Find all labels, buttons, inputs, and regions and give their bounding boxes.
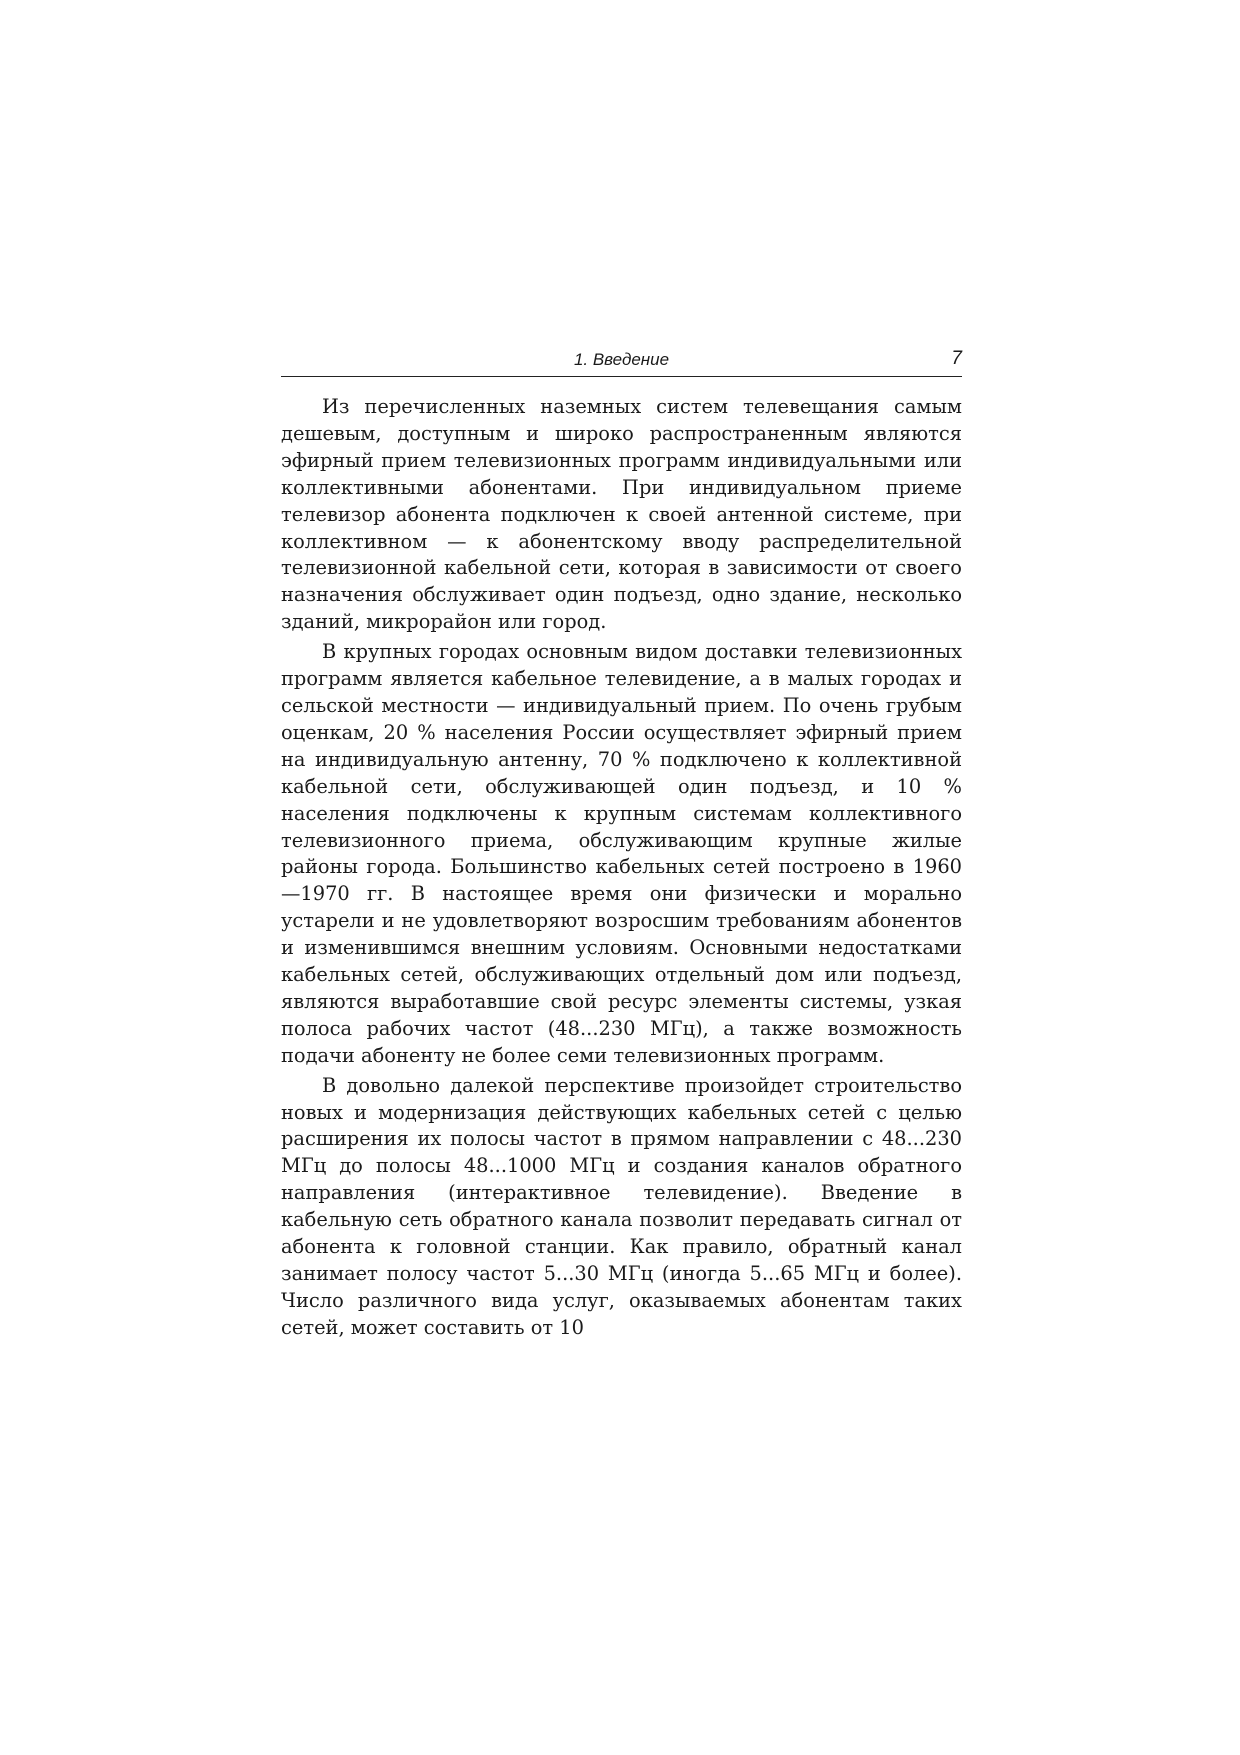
- body-text: [281, 394, 962, 1342]
- page-number: 7: [951, 348, 962, 369]
- chapter-title: 1. Введение: [573, 350, 670, 369]
- running-header: [281, 346, 962, 377]
- paragraph: Из перечисленных наземных систем телевещания самым дешевым, доступным и широко распространенным являются эфирный прием телевизионных программ индивидуальными или коллективными абонентами. При индивидуальном приеме телевизор абонента подключен к своей антенной системе, при коллективном — к абонентскому вводу распределительной телевизионной кабельной сети, которая в зависимости от своего назначения обслуживает один подъезд, одно здание, несколько зданий, микрорайон или город.: [281, 395, 962, 634]
- book-page: [281, 346, 962, 1342]
- paragraph: В довольно далекой перспективе произойдет строительство новых и модернизация действующих кабельных сетей с целью расширения их полосы частот в прямом направлении с 48...230 МГц до полосы 48...1000 МГц и создания каналов обратного направления (интерактивное телевидение). Введение в кабельную сеть обратного канала позволит передавать сигнал от абонента к головной станции. Как правило, обратный канал занимает полосу частот 5...30 МГц (иногда 5...65 МГц и более). Число различного вида услуг, оказываемых абонентам таких сетей, может составить от 10: [281, 1073, 962, 1339]
- paragraph: В крупных городах основным видом доставки телевизионных программ является кабельное телевидение, а в малых городах и сельской местности — индивидуальный прием. По очень грубым оценкам, 20 % населения России осуществляет эфирный прием на индивидуальную антенну, 70 % подключено к коллективной кабельной сети, обслуживающей один подъезд, и 10 % населения подключены к крупным системам коллективного телевизионного приема, обслуживающим крупные жилые районы города. Большинство кабельных сетей построено в 1960—1970 гг. В настоящее время они физически и морально устарели и не удовлетворяют возросшим требованиям абонентов и изменившимся внешним условиям. Основными недостатками кабельных сетей, обслуживающих отдельный дом или подъезд, являются выработавшие свой ресурс элементы системы, узкая полоса рабочих частот (48...230 МГц), а также возможность подачи абоненту не более семи телевизионных программ.: [281, 640, 962, 1067]
